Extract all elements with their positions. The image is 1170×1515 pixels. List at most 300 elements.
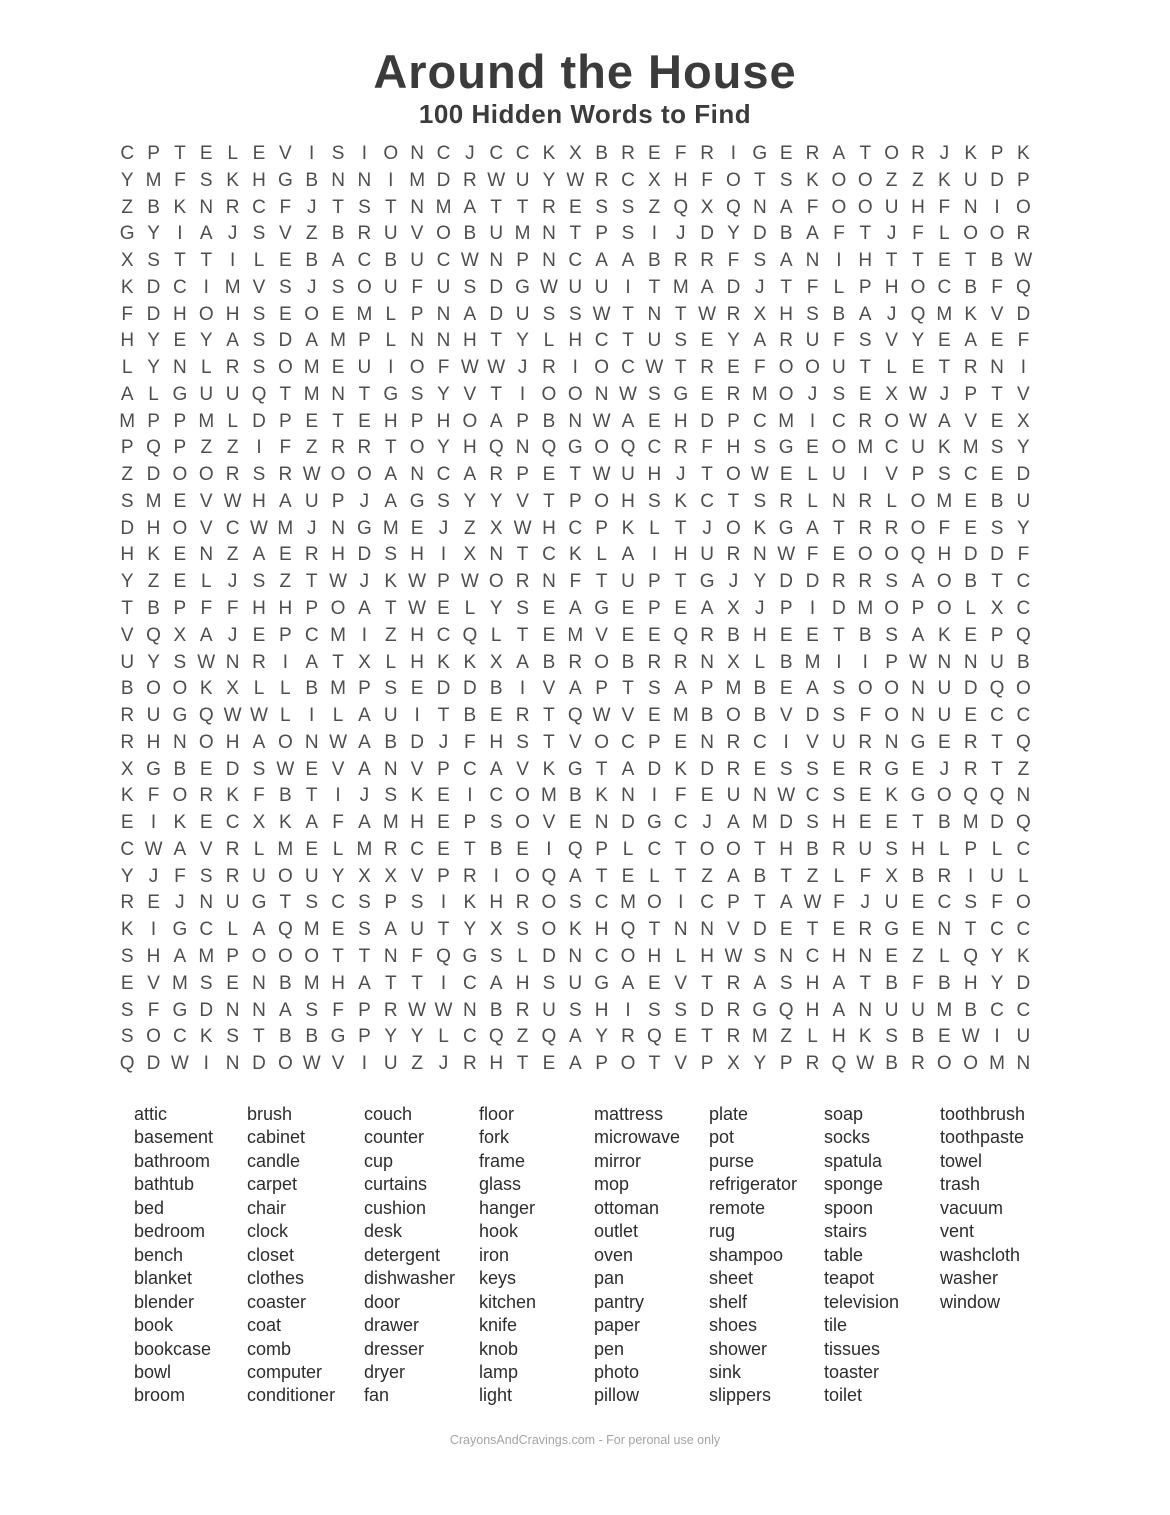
grid-letter: V: [463, 383, 477, 405]
grid-letter: Y: [753, 571, 767, 593]
grid-letter: N: [779, 945, 794, 967]
grid-letter: Q: [198, 705, 214, 727]
grid-letter: D: [621, 812, 635, 834]
grid-letter: K: [463, 651, 477, 673]
grid-letter: I: [361, 1053, 368, 1075]
grid-letter: T: [859, 143, 872, 164]
grid-letter: N: [858, 945, 873, 967]
grid-letter: O: [884, 678, 899, 700]
grid-letter: E: [199, 758, 213, 780]
grid-letter: L: [438, 1026, 449, 1048]
grid-letter: N: [357, 169, 372, 191]
grid-letter: A: [358, 731, 371, 753]
grid-letter: P: [964, 383, 978, 405]
grid-row: [114, 1051, 1037, 1078]
grid-letter: G: [567, 758, 583, 780]
word-item: sponge: [824, 1174, 884, 1195]
grid-letter: W: [223, 705, 242, 727]
word-item: vacuum: [940, 1197, 1004, 1218]
grid-letter: H: [410, 624, 424, 646]
grid-letter: Q: [620, 919, 636, 941]
grid-letter: L: [622, 838, 634, 860]
grid-letter: T: [833, 517, 845, 539]
grid-letter: Z: [1017, 758, 1030, 780]
grid-letter: O: [910, 276, 926, 298]
grid-letter: H: [594, 999, 609, 1021]
word-item: ottoman: [594, 1197, 660, 1218]
grid-letter: E: [700, 330, 714, 352]
grid-letter: G: [910, 785, 926, 807]
grid-letter: N: [752, 196, 767, 218]
grid-letter: D: [726, 276, 741, 298]
grid-letter: L: [385, 651, 397, 673]
grid-letter: L: [807, 1026, 818, 1048]
grid-letter: E: [806, 624, 819, 646]
grid-letter: B: [568, 785, 582, 807]
grid-letter: L: [649, 517, 660, 539]
word-item: bed: [134, 1197, 165, 1218]
grid-letter: R: [357, 223, 372, 245]
grid-letter: Q: [1016, 731, 1031, 753]
grid-row: [114, 435, 1037, 462]
grid-letter: V: [199, 517, 213, 539]
grid-letter: C: [173, 276, 187, 298]
grid-letter: W: [592, 464, 611, 486]
grid-letter: T: [912, 250, 924, 272]
grid-letter: M: [514, 223, 531, 245]
grid-letter: E: [674, 598, 688, 620]
grid-row: [114, 783, 1037, 810]
grid-letter: K: [937, 437, 951, 459]
grid-letter: C: [568, 517, 583, 539]
grid-letter: I: [440, 892, 447, 914]
grid-letter: A: [911, 571, 925, 593]
grid-letter: R: [911, 1053, 925, 1075]
grid-letter: F: [859, 865, 872, 887]
grid-letter: L: [807, 490, 818, 512]
grid-letter: X: [489, 517, 503, 539]
grid-letter: F: [174, 865, 186, 887]
grid-letter: D: [436, 169, 451, 191]
grid-letter: D: [832, 598, 846, 620]
grid-letter: B: [173, 758, 187, 780]
grid-letter: E: [173, 330, 187, 352]
grid-letter: D: [990, 812, 1004, 834]
grid-letter: O: [936, 785, 952, 807]
grid-letter: A: [700, 276, 714, 298]
word-item: pan: [594, 1268, 625, 1289]
grid-letter: U: [884, 892, 899, 914]
grid-letter: I: [150, 919, 157, 941]
grid-letter: R: [726, 1026, 741, 1048]
grid-letter: Y: [437, 437, 450, 459]
grid-letter: Q: [119, 1053, 135, 1075]
grid-letter: T: [938, 357, 951, 379]
grid-letter: N: [515, 437, 530, 459]
grid-letter: R: [726, 999, 741, 1021]
grid-letter: O: [172, 464, 188, 486]
grid-letter: N: [937, 651, 952, 673]
grid-letter: L: [253, 678, 265, 700]
grid-letter: Z: [780, 1026, 792, 1048]
grid-letter: T: [622, 678, 634, 700]
grid-letter: T: [859, 223, 872, 245]
grid-letter: C: [199, 919, 214, 941]
word-item: spoon: [824, 1197, 874, 1218]
grid-letter: H: [410, 812, 424, 834]
grid-letter: E: [858, 785, 872, 807]
grid-letter: S: [278, 276, 292, 298]
grid-letter: N: [410, 143, 424, 164]
grid-letter: F: [991, 892, 1003, 914]
grid-letter: M: [541, 785, 557, 807]
grid-letter: H: [568, 330, 583, 352]
grid-letter: V: [806, 731, 819, 753]
grid-letter: M: [672, 705, 689, 727]
grid-letter: C: [462, 972, 477, 994]
word-list-column: [824, 1103, 940, 1408]
grid-letter: M: [330, 678, 346, 700]
grid-letter: P: [120, 437, 134, 459]
grid-letter: D: [1016, 303, 1031, 325]
grid-letter: O: [831, 437, 847, 459]
grid-letter: W: [566, 169, 585, 191]
grid-letter: J: [227, 223, 238, 245]
grid-letter: P: [700, 678, 714, 700]
grid-letter: I: [572, 357, 578, 379]
grid-letter: F: [174, 169, 186, 191]
grid-letter: H: [832, 945, 846, 967]
grid-letter: E: [252, 624, 266, 646]
grid-letter: W: [750, 464, 769, 486]
grid-letter: E: [885, 945, 898, 967]
grid-letter: Z: [885, 169, 898, 191]
grid-letter: U: [515, 303, 530, 325]
grid-letter: G: [172, 705, 188, 727]
grid-letter: O: [198, 303, 214, 325]
word-item: coaster: [247, 1291, 307, 1312]
grid-letter: O: [726, 838, 741, 860]
grid-letter: B: [305, 250, 319, 272]
grid-letter: N: [173, 357, 187, 379]
grid-letter: L: [253, 838, 265, 860]
grid-letter: E: [911, 892, 925, 914]
grid-letter: P: [278, 624, 292, 646]
word-list-column: [247, 1103, 364, 1408]
grid-letter: N: [542, 571, 556, 593]
grid-letter: T: [674, 571, 687, 593]
grid-letter: R: [673, 651, 688, 673]
grid-letter: O: [831, 196, 847, 218]
grid-letter: A: [331, 250, 345, 272]
grid-letter: R: [858, 731, 873, 753]
grid-letter: T: [859, 357, 872, 379]
grid-letter: S: [252, 223, 266, 245]
grid-letter: A: [779, 892, 793, 914]
grid-letter: W: [908, 383, 927, 405]
grid-letter: W: [619, 383, 637, 405]
grid-letter: O: [726, 705, 741, 727]
grid-letter: F: [833, 892, 845, 914]
word-item: coat: [247, 1315, 282, 1336]
grid-letter: E: [331, 357, 345, 379]
grid-letter: B: [858, 624, 872, 646]
grid-letter: Q: [146, 624, 161, 646]
grid-row: [114, 302, 1037, 329]
grid-letter: Z: [226, 437, 239, 459]
grid-row: [114, 382, 1037, 409]
grid-letter: A: [199, 624, 213, 646]
grid-letter: I: [651, 785, 657, 807]
grid-letter: R: [278, 464, 293, 486]
grid-letter: P: [648, 571, 661, 593]
grid-letter: O: [594, 490, 610, 512]
grid-row: [114, 810, 1037, 837]
grid-letter: I: [809, 410, 816, 432]
word-item: pot: [709, 1127, 735, 1148]
grid-letter: E: [779, 464, 793, 486]
grid-letter: H: [331, 544, 345, 566]
grid-letter: O: [857, 544, 873, 566]
grid-letter: R: [120, 731, 135, 753]
grid-letter: N: [489, 544, 504, 566]
grid-letter: T: [674, 357, 687, 379]
word-item: frame: [479, 1150, 526, 1171]
puzzle-grid: [114, 141, 1037, 1078]
grid-letter: U: [120, 651, 135, 673]
grid-letter: E: [489, 705, 503, 727]
grid-letter: C: [832, 410, 846, 432]
grid-letter: E: [410, 678, 424, 700]
grid-letter: O: [963, 223, 979, 245]
grid-letter: M: [936, 303, 953, 325]
grid-letter: O: [567, 383, 583, 405]
grid-letter: N: [225, 999, 240, 1021]
grid-letter: S: [937, 464, 951, 486]
word-list-column: [594, 1103, 709, 1408]
grid-letter: T: [516, 1053, 529, 1075]
grid-letter: O: [726, 517, 741, 539]
grid-letter: K: [226, 169, 239, 191]
word-item: comb: [247, 1338, 292, 1359]
grid-letter: U: [911, 999, 925, 1021]
grid-letter: A: [621, 544, 635, 566]
grid-letter: M: [356, 838, 373, 860]
word-item: candle: [247, 1150, 301, 1171]
grid-letter: C: [489, 785, 504, 807]
word-item: toothpaste: [940, 1127, 1025, 1148]
grid-letter: D: [1016, 464, 1031, 486]
grid-letter: W: [487, 169, 506, 191]
word-item: spatula: [824, 1150, 883, 1171]
grid-letter: O: [646, 892, 662, 914]
grid-letter: S: [753, 945, 767, 967]
grid-letter: K: [173, 812, 187, 834]
word-item: fan: [364, 1385, 390, 1406]
grid-letter: S: [410, 383, 424, 405]
grid-letter: P: [595, 223, 608, 245]
grid-letter: S: [885, 571, 898, 593]
grid-letter: R: [515, 571, 530, 593]
grid-letter: R: [331, 437, 345, 459]
word-item: attic: [134, 1104, 168, 1124]
grid-row: [114, 248, 1037, 275]
grid-letter: D: [963, 544, 978, 566]
grid-letter: T: [912, 812, 924, 834]
grid-letter: Z: [806, 865, 819, 887]
grid-letter: I: [625, 276, 631, 298]
grid-letter: A: [252, 731, 266, 753]
grid-letter: D: [252, 410, 266, 432]
grid-letter: Z: [912, 169, 924, 191]
grid-letter: G: [884, 758, 899, 780]
grid-letter: R: [120, 705, 135, 727]
grid-letter: E: [779, 624, 793, 646]
grid-letter: S: [358, 919, 371, 941]
grid-letter: T: [674, 865, 687, 887]
grid-letter: U: [383, 276, 398, 298]
grid-letter: O: [936, 571, 952, 593]
grid-letter: P: [358, 1026, 371, 1048]
grid-letter: E: [832, 919, 846, 941]
grid-letter: T: [991, 758, 1003, 780]
grid-letter: A: [199, 223, 213, 245]
grid-letter: E: [358, 410, 371, 432]
grid-letter: J: [306, 276, 317, 298]
word-item: detergent: [364, 1244, 441, 1265]
grid-letter: S: [437, 490, 450, 512]
grid-letter: O: [409, 437, 425, 459]
grid-letter: A: [621, 250, 635, 272]
grid-letter: R: [225, 357, 240, 379]
grid-letter: U: [805, 330, 820, 352]
grid-letter: P: [278, 410, 292, 432]
grid-letter: E: [278, 303, 292, 325]
grid-letter: W: [197, 651, 216, 673]
word-item: hook: [479, 1221, 519, 1242]
grid-letter: W: [223, 490, 242, 512]
grid-letter: R: [832, 571, 846, 593]
grid-letter: F: [437, 357, 450, 379]
word-item: shelf: [709, 1291, 748, 1312]
grid-letter: I: [256, 437, 262, 459]
grid-letter: C: [594, 945, 609, 967]
grid-letter: A: [489, 972, 503, 994]
grid-letter: T: [384, 972, 397, 994]
grid-letter: M: [435, 196, 452, 218]
grid-letter: B: [1017, 651, 1030, 673]
grid-letter: K: [806, 169, 819, 191]
grid-letter: K: [463, 892, 477, 914]
grid-letter: T: [490, 330, 503, 352]
grid-letter: P: [595, 678, 608, 700]
grid-letter: S: [199, 169, 213, 191]
grid-letter: Y: [463, 490, 477, 512]
grid-letter: O: [620, 945, 636, 967]
grid-letter: R: [673, 437, 688, 459]
grid-letter: O: [1016, 678, 1031, 700]
grid-letter: S: [674, 999, 688, 1021]
grid-letter: T: [516, 624, 529, 646]
grid-letter: X: [489, 651, 503, 673]
grid-letter: M: [277, 517, 294, 539]
grid-letter: A: [226, 330, 239, 352]
grid-letter: I: [282, 651, 288, 673]
grid-letter: O: [778, 383, 794, 405]
grid-letter: P: [516, 250, 529, 272]
footer-credit: CrayonsAndCravings.com - For peronal use only: [449, 1433, 721, 1447]
grid-letter: H: [173, 303, 187, 325]
grid-letter: Y: [120, 571, 134, 593]
grid-letter: Y: [727, 223, 740, 245]
grid-row: [114, 221, 1037, 248]
grid-letter: E: [937, 731, 951, 753]
grid-letter: U: [146, 705, 161, 727]
grid-letter: P: [727, 410, 740, 432]
grid-letter: B: [489, 678, 503, 700]
grid-letter: O: [409, 357, 425, 379]
grid-letter: L: [1018, 865, 1029, 887]
grid-letter: V: [727, 919, 740, 941]
grid-letter: C: [647, 437, 662, 459]
grid-letter: H: [647, 945, 662, 967]
grid-letter: Q: [1016, 812, 1031, 834]
grid-letter: E: [990, 410, 1004, 432]
grid-letter: W: [302, 1053, 321, 1075]
grid-letter: P: [437, 571, 450, 593]
grid-letter: A: [568, 678, 582, 700]
grid-letter: L: [253, 250, 265, 272]
grid-letter: B: [489, 838, 503, 860]
grid-letter: A: [173, 838, 187, 860]
grid-letter: R: [700, 624, 714, 646]
grid-letter: V: [542, 678, 556, 700]
grid-letter: H: [673, 169, 688, 191]
grid-letter: K: [858, 1026, 872, 1048]
grid-letter: A: [173, 945, 187, 967]
grid-letter: I: [388, 357, 394, 379]
word-item: brush: [247, 1104, 293, 1124]
grid-letter: D: [752, 223, 767, 245]
grid-letter: R: [726, 303, 741, 325]
grid-letter: E: [120, 972, 134, 994]
grid-letter: J: [359, 490, 370, 512]
grid-letter: H: [462, 330, 477, 352]
grid-letter: Q: [541, 437, 557, 459]
grid-letter: G: [172, 919, 188, 941]
grid-letter: O: [277, 357, 293, 379]
grid-letter: H: [436, 410, 451, 432]
grid-letter: A: [727, 812, 740, 834]
grid-letter: T: [622, 303, 634, 325]
grid-letter: T: [701, 972, 713, 994]
grid-letter: S: [753, 437, 767, 459]
grid-letter: U: [858, 838, 873, 860]
grid-letter: E: [990, 330, 1004, 352]
grid-letter: V: [278, 143, 292, 164]
grid-letter: K: [542, 143, 556, 164]
grid-letter: K: [120, 785, 134, 807]
grid-letter: J: [702, 812, 712, 834]
grid-letter: K: [410, 785, 424, 807]
grid-letter: C: [1016, 571, 1031, 593]
grid-letter: I: [678, 892, 684, 914]
grid-letter: Q: [673, 196, 689, 218]
grid-letter: S: [305, 999, 319, 1021]
grid-letter: I: [836, 651, 842, 673]
grid-letter: D: [542, 945, 556, 967]
grid-letter: R: [779, 490, 794, 512]
